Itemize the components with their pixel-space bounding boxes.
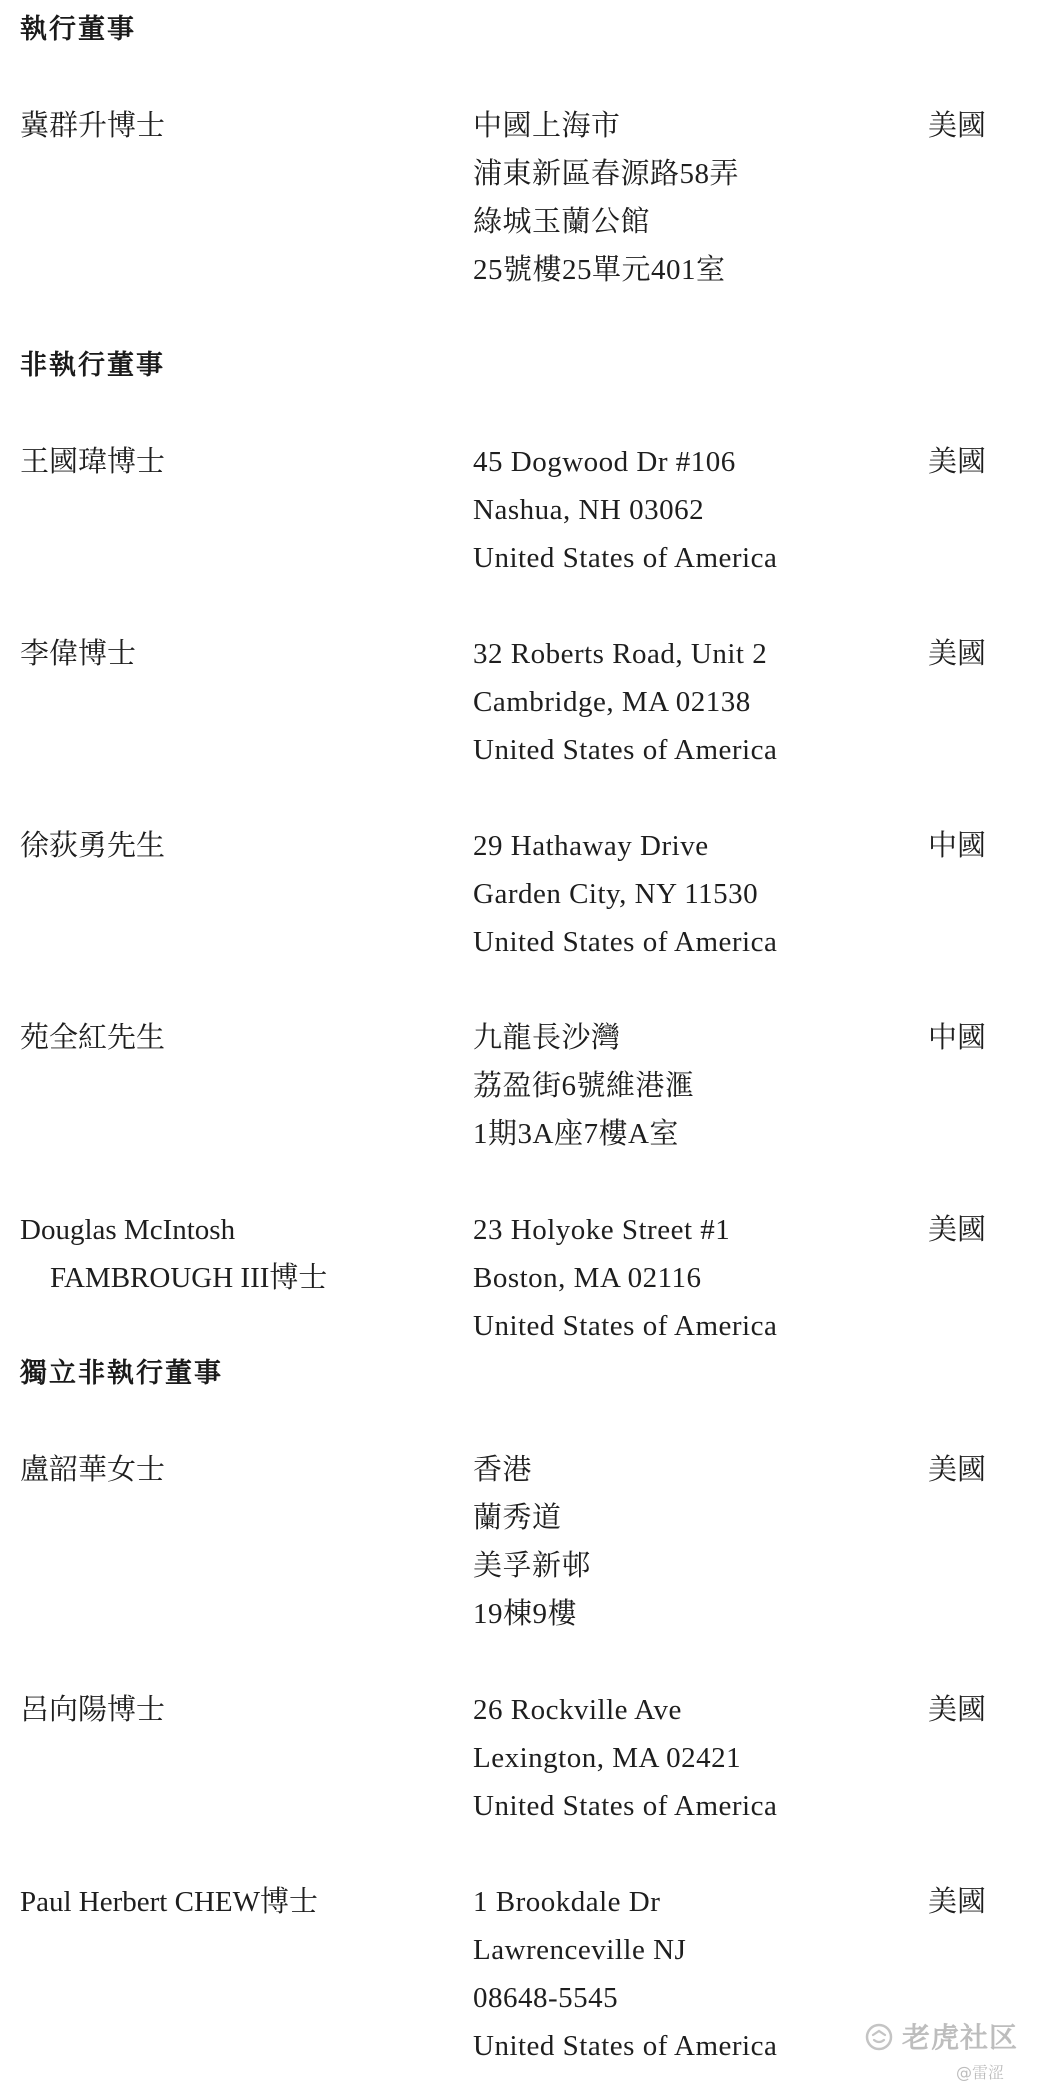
address-line: 1 Brookdale Dr (473, 1886, 661, 1918)
address-line: 浦東新區春源路58弄 (473, 158, 740, 190)
director-nationality: 美國 (928, 1694, 987, 1726)
director-name-line: 徐荻勇先生 (20, 830, 166, 862)
director-address (473, 438, 893, 582)
address-line: 29 Hathaway Drive (473, 830, 709, 862)
director-nationality: 美國 (928, 1454, 987, 1486)
director-address (473, 1446, 893, 1638)
director-address (473, 1206, 893, 1350)
director-name (20, 630, 460, 678)
address-line: 23 Holyoke Street #1 (473, 1214, 731, 1246)
address-line: 45 Dogwood Dr #106 (473, 446, 736, 478)
address-line: Lexington, MA 02421 (473, 1742, 742, 1774)
watermark-user: @雷涩 (956, 2063, 1005, 2082)
director-nationality: 美國 (928, 110, 987, 142)
director-name-line: 呂向陽博士 (20, 1694, 166, 1726)
director-name-line: Paul Herbert CHEW博士 (20, 1886, 318, 1918)
director-address (473, 822, 893, 966)
watermark (864, 2008, 1024, 2082)
tiger-logo-icon (864, 2022, 894, 2052)
director-address (473, 102, 893, 294)
section-heading-independent: 獨立非執行董事 (20, 1358, 223, 1389)
address-line: United States of America (473, 542, 778, 574)
address-line: United States of America (473, 1790, 778, 1822)
address-line: Lawrenceville NJ (473, 1934, 687, 1966)
director-nationality: 中國 (928, 830, 987, 862)
section-heading-executive: 執行董事 (20, 14, 136, 45)
director-name (20, 1446, 460, 1494)
address-line: 綠城玉蘭公館 (473, 206, 651, 238)
address-line: 中國上海市 (473, 110, 621, 142)
address-line: 香港 (473, 1454, 533, 1486)
address-line: 32 Roberts Road, Unit 2 (473, 638, 768, 670)
address-line: Cambridge, MA 02138 (473, 686, 751, 718)
director-name-line: 盧韶華女士 (20, 1454, 166, 1486)
director-name-line: 冀群升博士 (20, 110, 166, 142)
address-line: 08648-5545 (473, 1982, 619, 2014)
director-address (473, 1686, 893, 1830)
director-nationality: 美國 (928, 1214, 987, 1246)
director-nationality: 美國 (928, 638, 987, 670)
watermark-brand: 老虎社区 (902, 2021, 1019, 2054)
address-line: United States of America (473, 926, 778, 958)
director-nationality: 美國 (928, 1886, 987, 1918)
director-address (473, 1878, 893, 2070)
director-nationality: 中國 (928, 1022, 987, 1054)
address-line: United States of America (473, 1310, 778, 1342)
director-nationality: 美國 (928, 446, 987, 478)
address-line: United States of America (473, 2030, 778, 2062)
address-line: Boston, MA 02116 (473, 1262, 702, 1294)
director-address (473, 630, 893, 774)
address-line: 九龍長沙灣 (473, 1022, 621, 1054)
director-name-line: FAMBROUGH III博士 (50, 1262, 328, 1294)
address-line: 美孚新邨 (473, 1550, 592, 1582)
address-line: 19棟9樓 (473, 1598, 578, 1630)
director-name-line: 王國瑋博士 (20, 446, 166, 478)
director-name-line: Douglas McIntosh (20, 1214, 236, 1246)
director-name (20, 822, 460, 870)
director-name (20, 102, 460, 150)
director-name (20, 1206, 460, 1302)
director-address (473, 1014, 893, 1158)
address-line: 蘭秀道 (473, 1502, 562, 1534)
address-line: Garden City, NY 11530 (473, 878, 759, 910)
address-line: 25號樓25單元401室 (473, 254, 726, 286)
director-name (20, 438, 460, 486)
address-line: Nashua, NH 03062 (473, 494, 705, 526)
address-line: 26 Rockville Ave (473, 1694, 682, 1726)
director-name-line: 苑全紅先生 (20, 1022, 166, 1054)
address-line: 1期3A座7樓A室 (473, 1118, 679, 1150)
director-name (20, 1014, 460, 1062)
director-name-line: 李偉博士 (20, 638, 137, 670)
address-line: 荔盈街6號維港滙 (473, 1070, 695, 1102)
director-name (20, 1686, 460, 1734)
director-name (20, 1878, 460, 1926)
address-line: United States of America (473, 734, 778, 766)
section-heading-non-executive: 非執行董事 (20, 350, 165, 381)
